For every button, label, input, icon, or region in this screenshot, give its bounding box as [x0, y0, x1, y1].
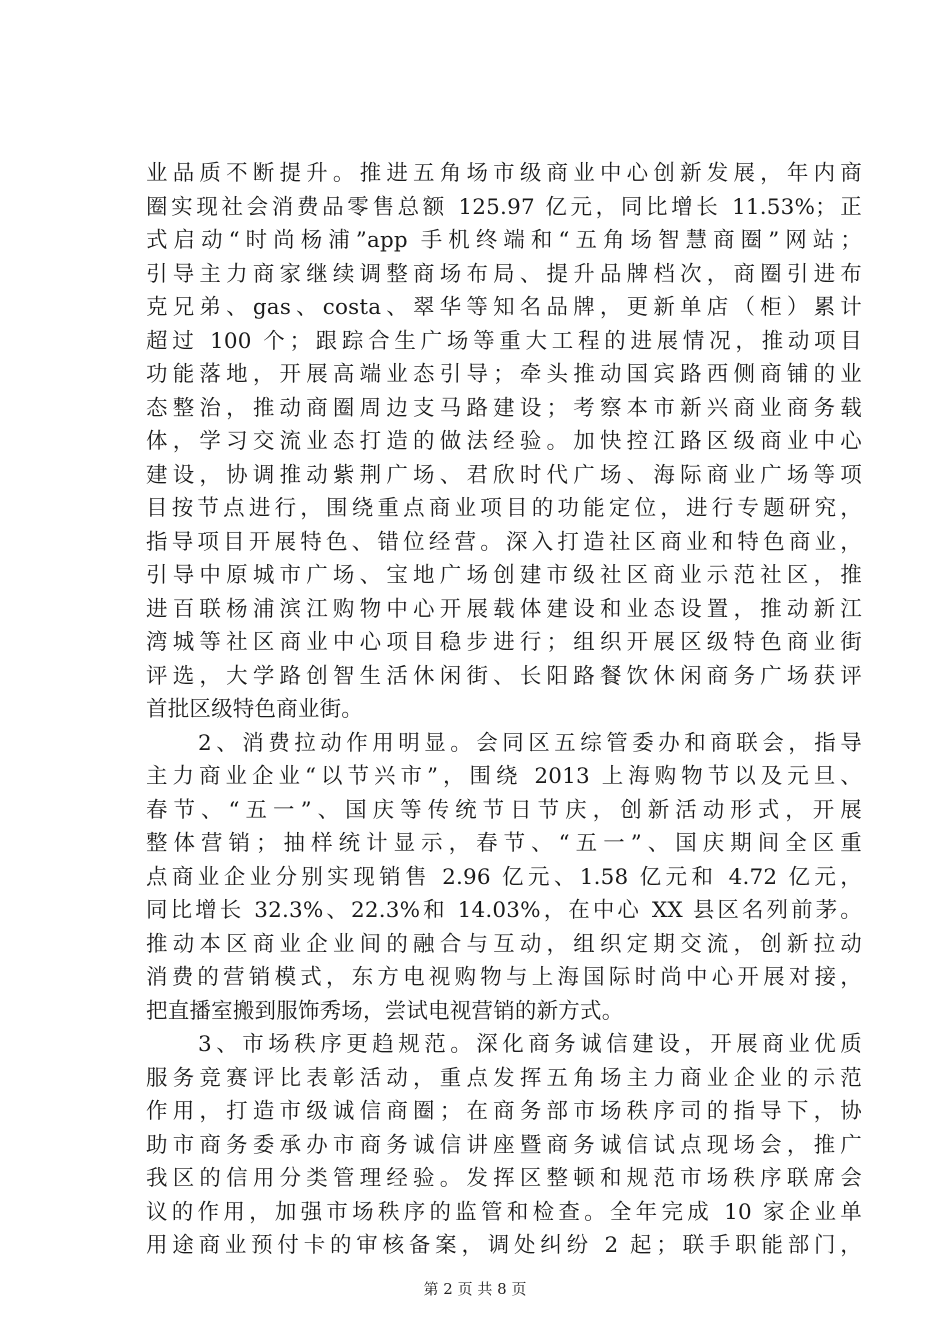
text-line: 推动本区商业企业间的融合与互动，组织定期交流，创新拉动 [146, 931, 862, 957]
text-line: 我区的信用分类管理经验。发挥区整顿和规范市场秩序联席会 [146, 1166, 862, 1191]
text-line: 同比增长 32.3%、22.3%和 14.03%，在中心 XX 县区名列前茅。 [146, 898, 862, 923]
text-line: 评选，大学路创智生活休闲街、长阳路餐饮休闲商务广场获评 [146, 663, 862, 689]
text-line: 引导主力商家继续调整商场布局、提升品牌档次，商圈引进布 [146, 261, 862, 287]
page-footer: 第 2 页 共 8 页 [423, 1280, 527, 1298]
text-line: 作用，打造市级诚信商圈；在商务部市场秩序司的指导下，协 [146, 1099, 862, 1124]
text-line: 克兄弟、gas、costa、翠华等知名品牌，更新单店（柜）累计 [146, 295, 862, 320]
text-line: 议的作用，加强市场秩序的监管和检查。全年完成 10 家企业单 [146, 1199, 862, 1225]
text-line: 整体营销；抽样统计显示，春节、“五一”、国庆期间全区重 [146, 831, 862, 856]
text-line: 建设，协调推动紫荆广场、君欣时代广场、海际商业广场等项 [146, 462, 862, 488]
text-line: 点商业企业分别实现销售 2.96 亿元、1.58 亿元和 4.72 亿元， [146, 864, 862, 890]
text-line: 式启动“时尚杨浦”app 手机终端和“五角场智慧商圈”网站； [146, 228, 862, 253]
text-line: 超过 100 个；跟踪合生广场等重大工程的进展情况，推动项目 [146, 328, 862, 354]
text-line: 圈实现社会消费品零售总额 125.97 亿元，同比增长 11.53%；正 [146, 194, 862, 220]
text-line: 服务竞赛评比表彰活动，重点发挥五角场主力商业企业的示范 [146, 1065, 862, 1091]
text-line: 进百联杨浦滨江购物中心开展载体建设和业态设置，推动新江 [146, 596, 862, 622]
text-line: 引导中原城市广场、宝地广场创建市级社区商业示范社区，推 [146, 563, 862, 588]
text-line: 用途商业预付卡的审核备案，调处纠纷 2 起；联手职能部门， [146, 1233, 862, 1258]
text-line: 3、市场秩序更趋规范。深化商务诚信建设，开展商业优质 [146, 1032, 862, 1057]
text-line: 春节、“五一”、国庆等传统节日节庆，创新活动形式，开展 [146, 797, 862, 823]
text-line: 目按节点进行，围绕重点商业项目的功能定位，进行专题研究， [146, 496, 862, 521]
text-line: 首批区级特色商业街。 [146, 697, 364, 722]
body-text [146, 157, 862, 1263]
text-line: 功能落地，开展高端业态引导；牵头推动国宾路西侧商铺的业 [146, 362, 862, 387]
text-line: 体，学习交流业态打造的做法经验。加快控江路区级商业中心 [146, 429, 862, 454]
text-line: 助市商务委承办市商务诚信讲座暨商务诚信试点现场会，推广 [146, 1132, 862, 1158]
text-line: 消费的营销模式，东方电视购物与上海国际时尚中心开展对接， [146, 965, 862, 990]
text-line: 湾城等社区商业中心项目稳步进行；组织开展区级特色商业街 [146, 630, 862, 655]
text-line: 指导项目开展特色、错位经营。深入打造社区商业和特色商业， [146, 529, 862, 555]
text-line: 2、消费拉动作用明显。会同区五综管委办和商联会，指导 [146, 730, 862, 756]
text-line: 主力商业企业“以节兴市”，围绕 2013 上海购物节以及元旦、 [146, 764, 862, 789]
text-line: 业品质不断提升。推进五角场市级商业中心创新发展，年内商 [146, 161, 862, 186]
text-line: 把直播室搬到服饰秀场，尝试电视营销的新方式。 [146, 998, 624, 1024]
text-line: 态整治，推动商圈周边支马路建设；考察本市新兴商业商务载 [146, 395, 862, 421]
